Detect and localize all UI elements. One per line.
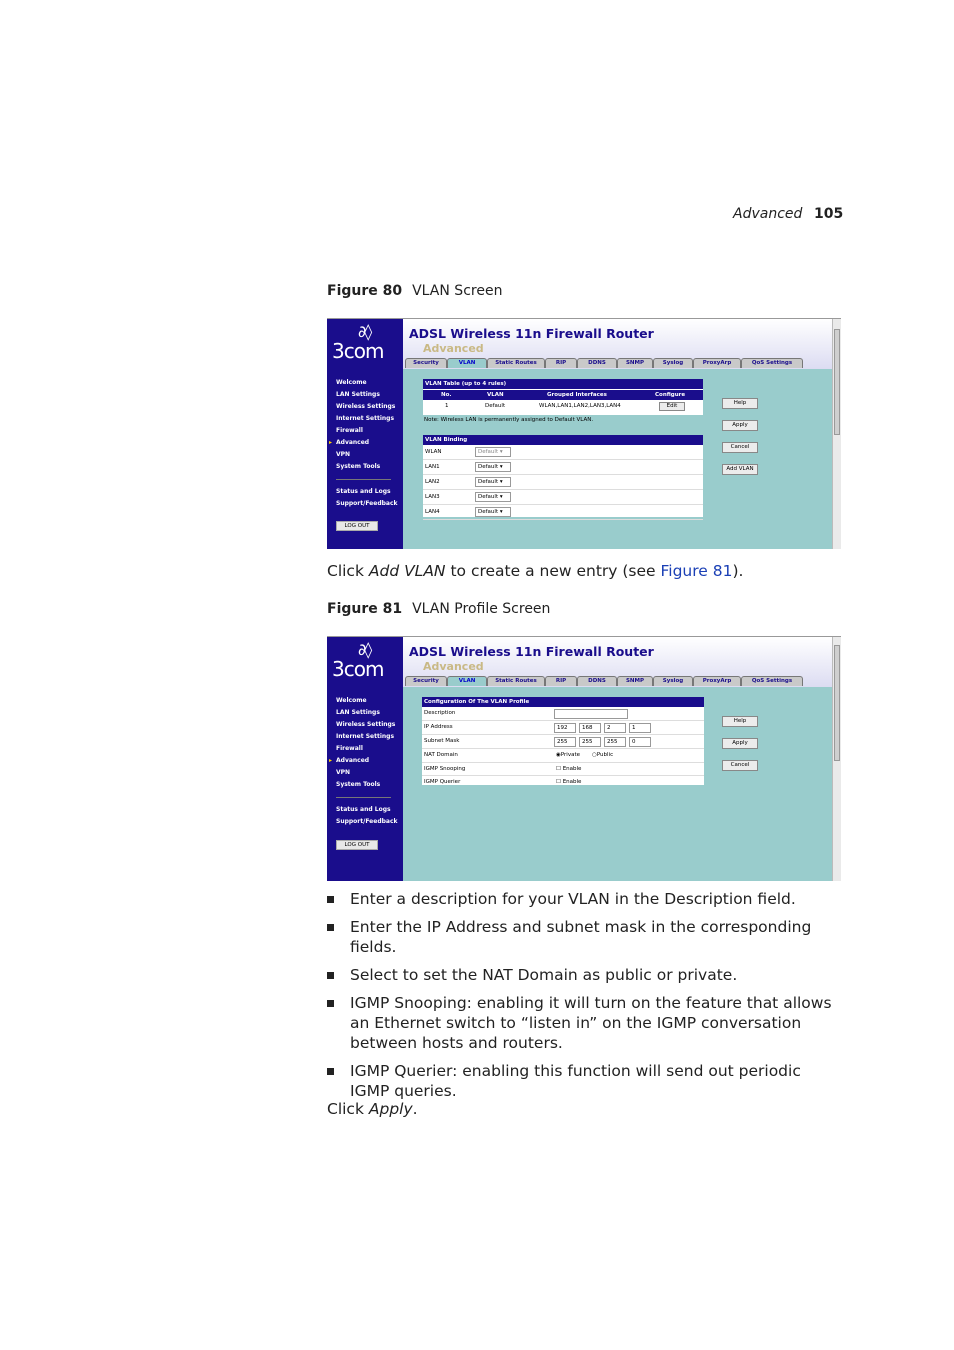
- sidebar-nav: [329, 695, 396, 791]
- nav-support-feedback[interactable]: Support/Feedback: [336, 818, 398, 825]
- vlan-table-note: Note: Wireless LAN is permanently assigned to Default VLAN.: [424, 417, 594, 423]
- cancel-button[interactable]: Cancel: [722, 760, 758, 771]
- nav-divider: [336, 797, 391, 798]
- mask-octet-4-input[interactable]: 0: [629, 737, 651, 747]
- apply-button[interactable]: Apply: [722, 738, 758, 749]
- tab-vlan[interactable]: VLAN: [447, 676, 487, 686]
- figure-81-link[interactable]: Figure 81: [660, 562, 733, 580]
- emphasis: Add VLAN: [368, 562, 446, 580]
- tab-static-routes[interactable]: Static Routes: [487, 358, 545, 368]
- row-vlan: Default: [485, 403, 506, 409]
- nav-internet-settings[interactable]: Internet Settings: [336, 733, 395, 740]
- checkbox-label: Enable: [562, 779, 582, 785]
- nat-public-radio[interactable]: [592, 749, 613, 762]
- vlan-binding-title: VLAN Binding: [423, 435, 703, 445]
- checkbox-label: Enable: [562, 766, 582, 772]
- apply-button[interactable]: Apply: [722, 420, 758, 431]
- vlan-table-header-row: [423, 389, 703, 400]
- sidebar: [327, 319, 403, 549]
- vlan-profile-screenshot: [327, 636, 841, 881]
- sidebar: [327, 637, 403, 881]
- cancel-button[interactable]: Cancel: [722, 442, 758, 453]
- logout-button[interactable]: LOG OUT: [336, 521, 378, 531]
- figure-label: Figure 80: [327, 283, 403, 299]
- tab-static-routes[interactable]: Static Routes: [487, 676, 545, 686]
- text: Click: [327, 1100, 369, 1118]
- col-no: No.: [441, 392, 452, 398]
- nav-lan-settings[interactable]: LAN Settings: [336, 391, 380, 398]
- tab-bar: [403, 675, 841, 687]
- igmp-querier-checkbox[interactable]: [556, 776, 581, 788]
- figure-title: VLAN Screen: [412, 283, 503, 299]
- nav-wireless-settings[interactable]: Wireless Settings: [336, 403, 396, 410]
- table-row: [423, 460, 703, 475]
- text: to create a new entry (see: [445, 562, 661, 580]
- figure-80-caption: [327, 283, 502, 299]
- nav-wireless-settings[interactable]: Wireless Settings: [336, 721, 396, 728]
- mask-octet-3-input[interactable]: 255: [604, 737, 626, 747]
- sidebar-nav: [329, 377, 396, 473]
- running-header-section: Advanced: [733, 206, 803, 222]
- list-item: Enter a description for your VLAN in the Description field.: [327, 889, 837, 909]
- list-item: IGMP Snooping: enabling it will turn on the feature that allows an Ethernet switch to “listen in” on the IGMP conversation between hosts and routers.: [327, 993, 837, 1053]
- tab-security[interactable]: Security: [405, 676, 447, 686]
- nav-advanced: Advanced: [336, 757, 370, 764]
- tab-qos-settings[interactable]: QoS Settings: [741, 676, 803, 686]
- text: ).: [732, 562, 744, 580]
- instruction-add-vlan: [327, 562, 743, 580]
- nav-support-feedback[interactable]: Support/Feedback: [336, 500, 398, 507]
- table-row: [423, 490, 703, 505]
- tab-snmp[interactable]: SNMP: [617, 676, 653, 686]
- scrollbar[interactable]: [832, 319, 841, 549]
- logo-swirl-icon: ∂◊: [358, 640, 371, 659]
- ip-octet-1-input[interactable]: 192: [554, 723, 576, 733]
- binding-label: LAN3: [425, 494, 440, 500]
- ip-octet-2-input[interactable]: 168: [579, 723, 601, 733]
- chevron-down-icon: ▾: [499, 464, 503, 470]
- tab-bar: [403, 357, 841, 369]
- igmp-querier-label: IGMP Querier: [424, 779, 461, 785]
- select-value: Default: [478, 449, 499, 455]
- page-number: 105: [814, 206, 844, 222]
- nav-divider: [336, 479, 391, 480]
- instruction-list: [327, 889, 837, 1109]
- tab-proxyarp[interactable]: ProxyArp: [693, 358, 741, 368]
- table-row: [423, 445, 703, 460]
- binding-label: LAN2: [425, 479, 440, 485]
- nav-advanced: Advanced: [336, 439, 370, 446]
- scrollbar[interactable]: [832, 637, 841, 881]
- chevron-down-icon: ▾: [499, 449, 503, 455]
- section-title: Advanced: [423, 342, 484, 355]
- table-row: [423, 400, 703, 412]
- nav-welcome[interactable]: Welcome: [336, 379, 367, 386]
- vlan-screen-screenshot: [327, 318, 841, 549]
- tab-ddns[interactable]: DDNS: [577, 358, 617, 368]
- binding-label: WLAN: [425, 449, 442, 455]
- nav-system-tools[interactable]: System Tools: [336, 781, 381, 788]
- tab-rip[interactable]: RIP: [545, 358, 577, 368]
- text: .: [412, 1100, 418, 1118]
- igmp-snooping-row: [422, 763, 704, 776]
- nav-advanced-row[interactable]: [329, 755, 395, 767]
- vlan-binding-table: [423, 435, 703, 517]
- col-grouped-interfaces: Grouped Interfaces: [547, 392, 607, 398]
- sidebar-nav-secondary: [336, 804, 398, 828]
- help-button[interactable]: Help: [722, 398, 758, 409]
- radio-checked-icon: ◉: [556, 752, 561, 758]
- subnet-mask-row: [422, 735, 704, 749]
- col-configure: Configure: [655, 392, 686, 398]
- nav-firewall[interactable]: Firewall: [336, 427, 363, 434]
- chevron-down-icon: ▾: [499, 479, 503, 485]
- vlan-profile-title: Configuration Of The VLAN Profile: [422, 697, 704, 707]
- select-value: Default: [478, 494, 499, 500]
- text: Click: [327, 562, 369, 580]
- checkbox-icon: ☐: [556, 779, 561, 785]
- active-arrow-icon: ▸: [329, 439, 333, 446]
- nat-domain-label: NAT Domain: [424, 752, 458, 758]
- section-title: Advanced: [423, 660, 484, 673]
- ip-octet-3-input[interactable]: 2: [604, 723, 626, 733]
- igmp-snooping-label: IGMP Snooping: [424, 766, 466, 772]
- emphasis: Apply: [368, 1100, 413, 1118]
- tab-snmp[interactable]: SNMP: [617, 358, 653, 368]
- table-row: [423, 505, 703, 520]
- nat-private-radio[interactable]: [556, 749, 580, 762]
- binding-label: LAN1: [425, 464, 440, 470]
- chevron-down-icon: ▾: [499, 494, 503, 500]
- nav-advanced-row[interactable]: [329, 437, 395, 449]
- description-row: [422, 707, 704, 721]
- table-row: [423, 475, 703, 490]
- lan2-vlan-select[interactable]: [475, 477, 511, 487]
- vlan-table: [423, 379, 703, 415]
- checkbox-icon: ☐: [556, 766, 561, 772]
- tab-proxyarp[interactable]: ProxyArp: [693, 676, 741, 686]
- radio-unchecked-icon: ○: [592, 752, 597, 758]
- tab-syslog[interactable]: Syslog: [653, 676, 693, 686]
- figure-title: VLAN Profile Screen: [412, 601, 551, 617]
- mask-octet-1-input[interactable]: 255: [554, 737, 576, 747]
- logo-wordmark: 3com: [332, 339, 384, 363]
- figure-81-caption: [327, 601, 550, 617]
- ip-address-label: IP Address: [424, 724, 453, 730]
- tab-security[interactable]: Security: [405, 358, 447, 368]
- igmp-snooping-checkbox[interactable]: [556, 763, 581, 775]
- radio-label: Public: [596, 752, 614, 758]
- lan4-vlan-select[interactable]: [475, 507, 511, 517]
- row-interfaces: WLAN,LAN1,LAN2,LAN3,LAN4: [539, 403, 621, 409]
- select-value: Default: [478, 509, 499, 515]
- row-no: 1: [445, 403, 449, 409]
- list-item: Enter the IP Address and subnet mask in the corresponding fields.: [327, 917, 837, 957]
- subnet-mask-label: Subnet Mask: [424, 738, 460, 744]
- vlan-profile-form: [422, 697, 704, 785]
- igmp-querier-row: [422, 776, 704, 788]
- edit-button[interactable]: Edit: [659, 402, 685, 411]
- nav-lan-settings[interactable]: LAN Settings: [336, 709, 380, 716]
- instruction-apply: [327, 1100, 418, 1118]
- help-button[interactable]: Help: [722, 716, 758, 727]
- router-title: ADSL Wireless 11n Firewall Router: [409, 326, 654, 341]
- col-vlan: VLAN: [487, 392, 504, 398]
- select-value: Default: [478, 464, 499, 470]
- chevron-down-icon: ▾: [499, 509, 503, 515]
- lan1-vlan-select[interactable]: [475, 462, 511, 472]
- list-item: IGMP Querier: enabling this function will send out periodic IGMP queries.: [327, 1061, 837, 1101]
- tab-qos-settings[interactable]: QoS Settings: [741, 358, 803, 368]
- tab-ddns[interactable]: DDNS: [577, 676, 617, 686]
- binding-label: LAN4: [425, 509, 440, 515]
- tab-rip[interactable]: RIP: [545, 676, 577, 686]
- select-value: Default: [478, 479, 499, 485]
- nav-internet-settings[interactable]: Internet Settings: [336, 415, 395, 422]
- lan3-vlan-select[interactable]: [475, 492, 511, 502]
- logo-swirl-icon: ∂◊: [358, 322, 371, 341]
- tab-vlan[interactable]: VLAN: [447, 358, 487, 368]
- scrollbar-thumb[interactable]: [834, 645, 840, 761]
- sidebar-nav-secondary: [336, 486, 398, 510]
- nav-status-logs[interactable]: Status and Logs: [336, 806, 391, 813]
- ip-address-row: [422, 721, 704, 735]
- vlan-table-title: VLAN Table (up to 4 rules): [423, 379, 703, 389]
- description-label: Description: [424, 710, 456, 716]
- wlan-vlan-select: [475, 447, 511, 457]
- mask-octet-2-input[interactable]: 255: [579, 737, 601, 747]
- scrollbar-thumb[interactable]: [834, 329, 840, 435]
- router-title: ADSL Wireless 11n Firewall Router: [409, 644, 654, 659]
- logout-button[interactable]: LOG OUT: [336, 840, 378, 850]
- add-vlan-button[interactable]: Add VLAN: [722, 464, 758, 475]
- nav-vpn[interactable]: VPN: [336, 451, 351, 458]
- list-item: Select to set the NAT Domain as public or private.: [327, 965, 837, 985]
- nav-firewall[interactable]: Firewall: [336, 745, 363, 752]
- figure-label: Figure 81: [327, 601, 403, 617]
- logo-wordmark: 3com: [332, 657, 384, 681]
- radio-label: Private: [560, 752, 580, 758]
- nat-domain-row: [422, 749, 704, 763]
- active-arrow-icon: ▸: [329, 757, 333, 764]
- ip-octet-4-input[interactable]: 1: [629, 723, 651, 733]
- nav-system-tools[interactable]: System Tools: [336, 463, 381, 470]
- nav-vpn[interactable]: VPN: [336, 769, 351, 776]
- nav-status-logs[interactable]: Status and Logs: [336, 488, 391, 495]
- nav-welcome[interactable]: Welcome: [336, 697, 367, 704]
- tab-syslog[interactable]: Syslog: [653, 358, 693, 368]
- description-input[interactable]: [554, 709, 628, 719]
